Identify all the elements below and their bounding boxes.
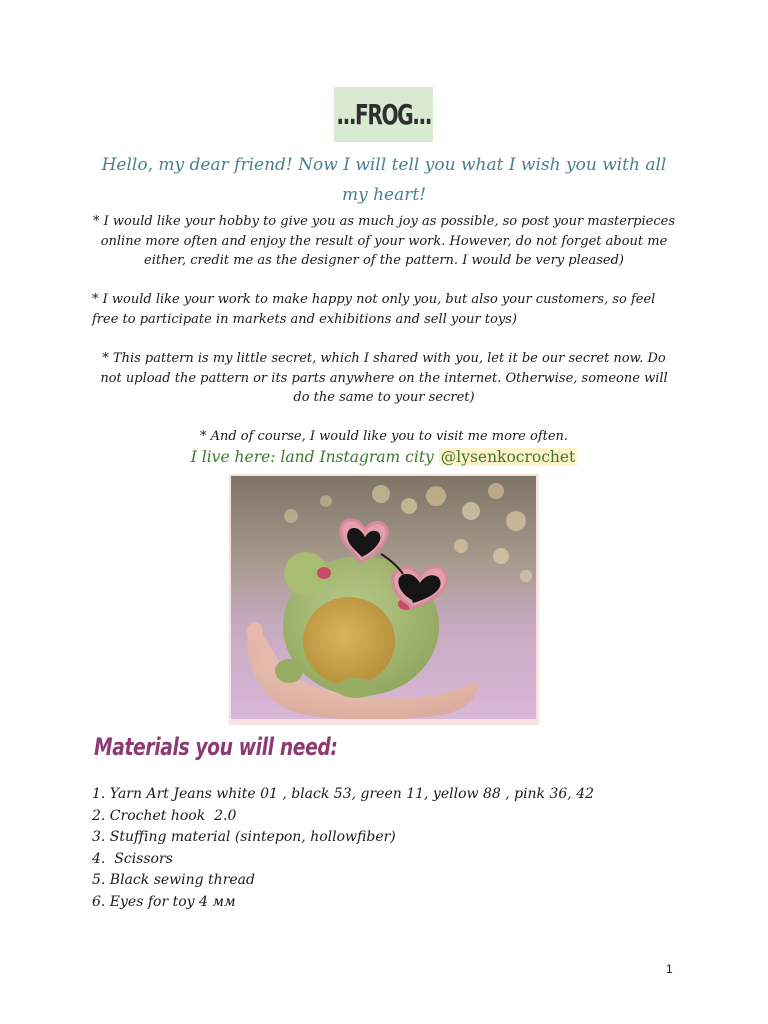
paragraph-joy: * I would like your hobby to give you as much joy as possible, so post your masterpieces online more often and enjoy the result of your work. However, do not forget about me either, credit me as the designer of the pattern. I would be very pleased) <box>93 214 675 268</box>
instagram-lead: I live here: land Instagram city <box>190 448 439 466</box>
title-highlight <box>334 87 433 142</box>
photo-frame <box>229 474 539 725</box>
instagram-handle-link[interactable]: @lysenkocrochet <box>440 448 576 466</box>
paragraph-secret: * This pattern is my little secret, which I shared with you, let it be our secret now. Do not upload the pattern or its parts anywhere on the internet. Otherwise, someone will do the same to your secret) <box>100 351 668 405</box>
frog-toy-photo <box>231 476 536 719</box>
page-title: ...FROG... <box>336 98 431 131</box>
list-item: 6. Eyes for toy 4 мм <box>92 893 236 910</box>
page-number: 1 <box>666 962 673 976</box>
greeting-text: Hello, my dear friend! Now I will tell you what I wish you with all my heart! <box>101 155 667 205</box>
paragraph-visit: * And of course, I would like you to visit me more often. <box>199 429 569 444</box>
materials-list <box>92 784 594 913</box>
list-item: 1. Yarn Art Jeans white 01 , black 53, green 11, yellow 88 , pink 36, 42 <box>92 786 595 802</box>
list-item: 4. Scissors <box>92 850 173 867</box>
list-item: 3. Stuffing material (sintepon, hollowfiber) <box>92 829 396 845</box>
materials-heading: Materials you will need: <box>94 733 338 761</box>
paragraph-markets: * I would like your work to make happy not only you, but also your customers, so feel free to participate in markets and exhibitions and sell your toys) <box>92 292 656 327</box>
instagram-line <box>92 448 676 466</box>
list-item: 2. Crochet hook 2.0 <box>92 807 237 824</box>
list-item: 5. Black sewing thread <box>92 872 255 888</box>
